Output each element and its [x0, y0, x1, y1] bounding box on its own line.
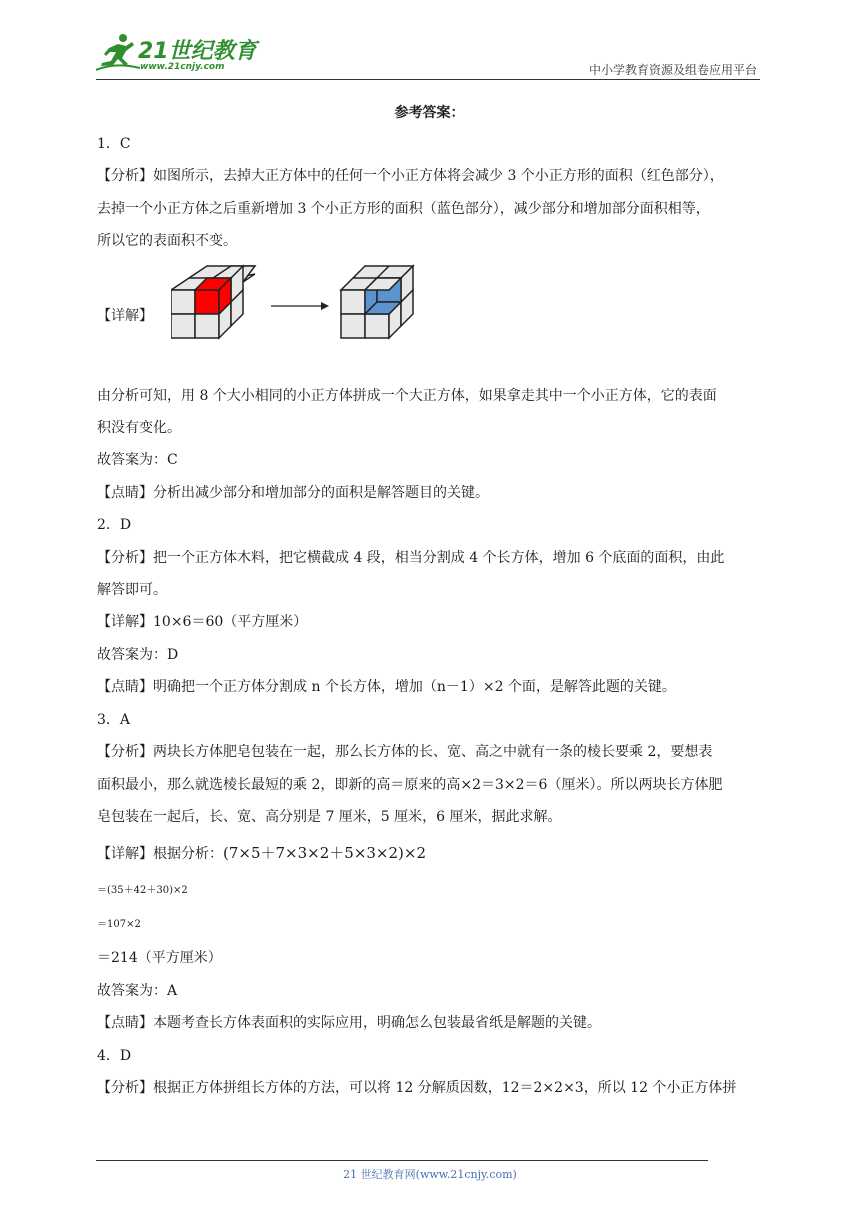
q3-answer: 3．A [97, 711, 131, 728]
q3-detail-label: 【详解】根据分析： [97, 846, 223, 863]
q1-comment: 【点睛】分析出减少部分和增加部分的面积是解答题目的关键。 [97, 484, 489, 501]
q3-analysis-line-1: 【分析】两块长方体肥皂包装在一起，那么长方体的长、宽、高之中就有一条的棱长要乘 2，要想表 [97, 744, 713, 761]
q3-step-2: ＝107×2 [97, 919, 141, 931]
q2-analysis-line-1: 【分析】把一个正方体木料，把它横截成 4 段，相当分割成 4 个长方体，增加 6 个底面的面积，由此 [97, 549, 725, 566]
q3-step-3-row [97, 942, 762, 974]
q3-detail-expression: (7×5＋7×3×2＋5×3×2)×2 [223, 844, 427, 863]
runner-logo-icon [96, 32, 140, 72]
q3-step-3-unit: （平方厘米） [137, 950, 222, 967]
site-logo [96, 32, 256, 78]
q4-answer: 4．D [97, 1047, 132, 1064]
q1-detail-label: 【详解】 [97, 307, 153, 324]
q1-detail-line-2: 积没有变化。 [97, 420, 181, 437]
q2-conclusion: 故答案为：D [97, 646, 179, 663]
arrow [271, 302, 329, 310]
q1-conclusion: 故答案为：C [97, 452, 178, 469]
q1-analysis-line-2: 去掉一个小正方体之后重新增加 3 个小正方形的面积（蓝色部分），减少部分和增加部分面积相等， [97, 200, 710, 217]
q1-answer: 1．C [97, 136, 131, 152]
q1-detail-line-1: 由分析可知，用 8 个大小相同的小正方体拼成一个大正方体，如果拿走其中一个小正方体，它的表面 [97, 387, 717, 404]
header-divider [96, 79, 760, 80]
answer-content [97, 98, 762, 1104]
q1-figure-row [97, 258, 762, 380]
logo-url: www.21cnjy.com [140, 62, 225, 72]
page-header [0, 0, 860, 82]
cube-diagram [171, 264, 471, 364]
platform-name: 中小学教育资源及组卷应用平台 [588, 63, 757, 77]
logo-text: 21世纪教育 [138, 39, 257, 64]
footer-divider [96, 1160, 708, 1161]
q2-detail: 【详解】10×6＝60（平方厘米） [97, 614, 308, 631]
q3-step-3: ＝214 [97, 950, 138, 967]
q1-analysis-line-1: 【分析】如图所示，去掉大正方体中的任何一个小正方体将会减少 3 个小正方形的面积（红色部分）， [97, 168, 724, 185]
q3-comment: 【点睛】本题考查长方体表面积的实际应用，明确怎么包装最省纸是解题的关键。 [97, 1015, 601, 1032]
q3-analysis-line-2: 面积最小，那么就选棱长最短的乘 2，即新的高＝原来的高×2＝3×2＝6（厘米）。所以两块长方体肥 [97, 776, 723, 793]
q1-analysis-line-3: 所以它的表面积不变。 [97, 233, 237, 250]
q2-answer: 2．D [97, 517, 132, 534]
cube-before [171, 266, 255, 338]
q3-step-1: ＝(35＋42＋30)×2 [97, 885, 188, 897]
q3-detail [97, 833, 762, 874]
q2-analysis-line-2: 解答即可。 [97, 582, 167, 599]
q2-comment: 【点睛】明确把一个正方体分割成 n 个长方体，增加（n－1）×2 个面，是解答此题的关键。 [97, 679, 676, 696]
q3-analysis-line-3: 皂包装在一起后，长、宽、高分别是 7 厘米，5 厘米，6 厘米，据此求解。 [97, 808, 562, 825]
q3-conclusion: 故答案为：A [97, 982, 178, 999]
cube-after [341, 266, 413, 338]
q4-analysis-line-1: 【分析】根据正方体拼组长方体的方法，可以将 12 分解质因数，12＝2×2×3，所以 12 个小正方体拼 [97, 1079, 737, 1096]
page-footer: 21 世纪教育网(www.21cnjy.com) [343, 1168, 517, 1181]
page-title: 参考答案： [394, 105, 465, 121]
